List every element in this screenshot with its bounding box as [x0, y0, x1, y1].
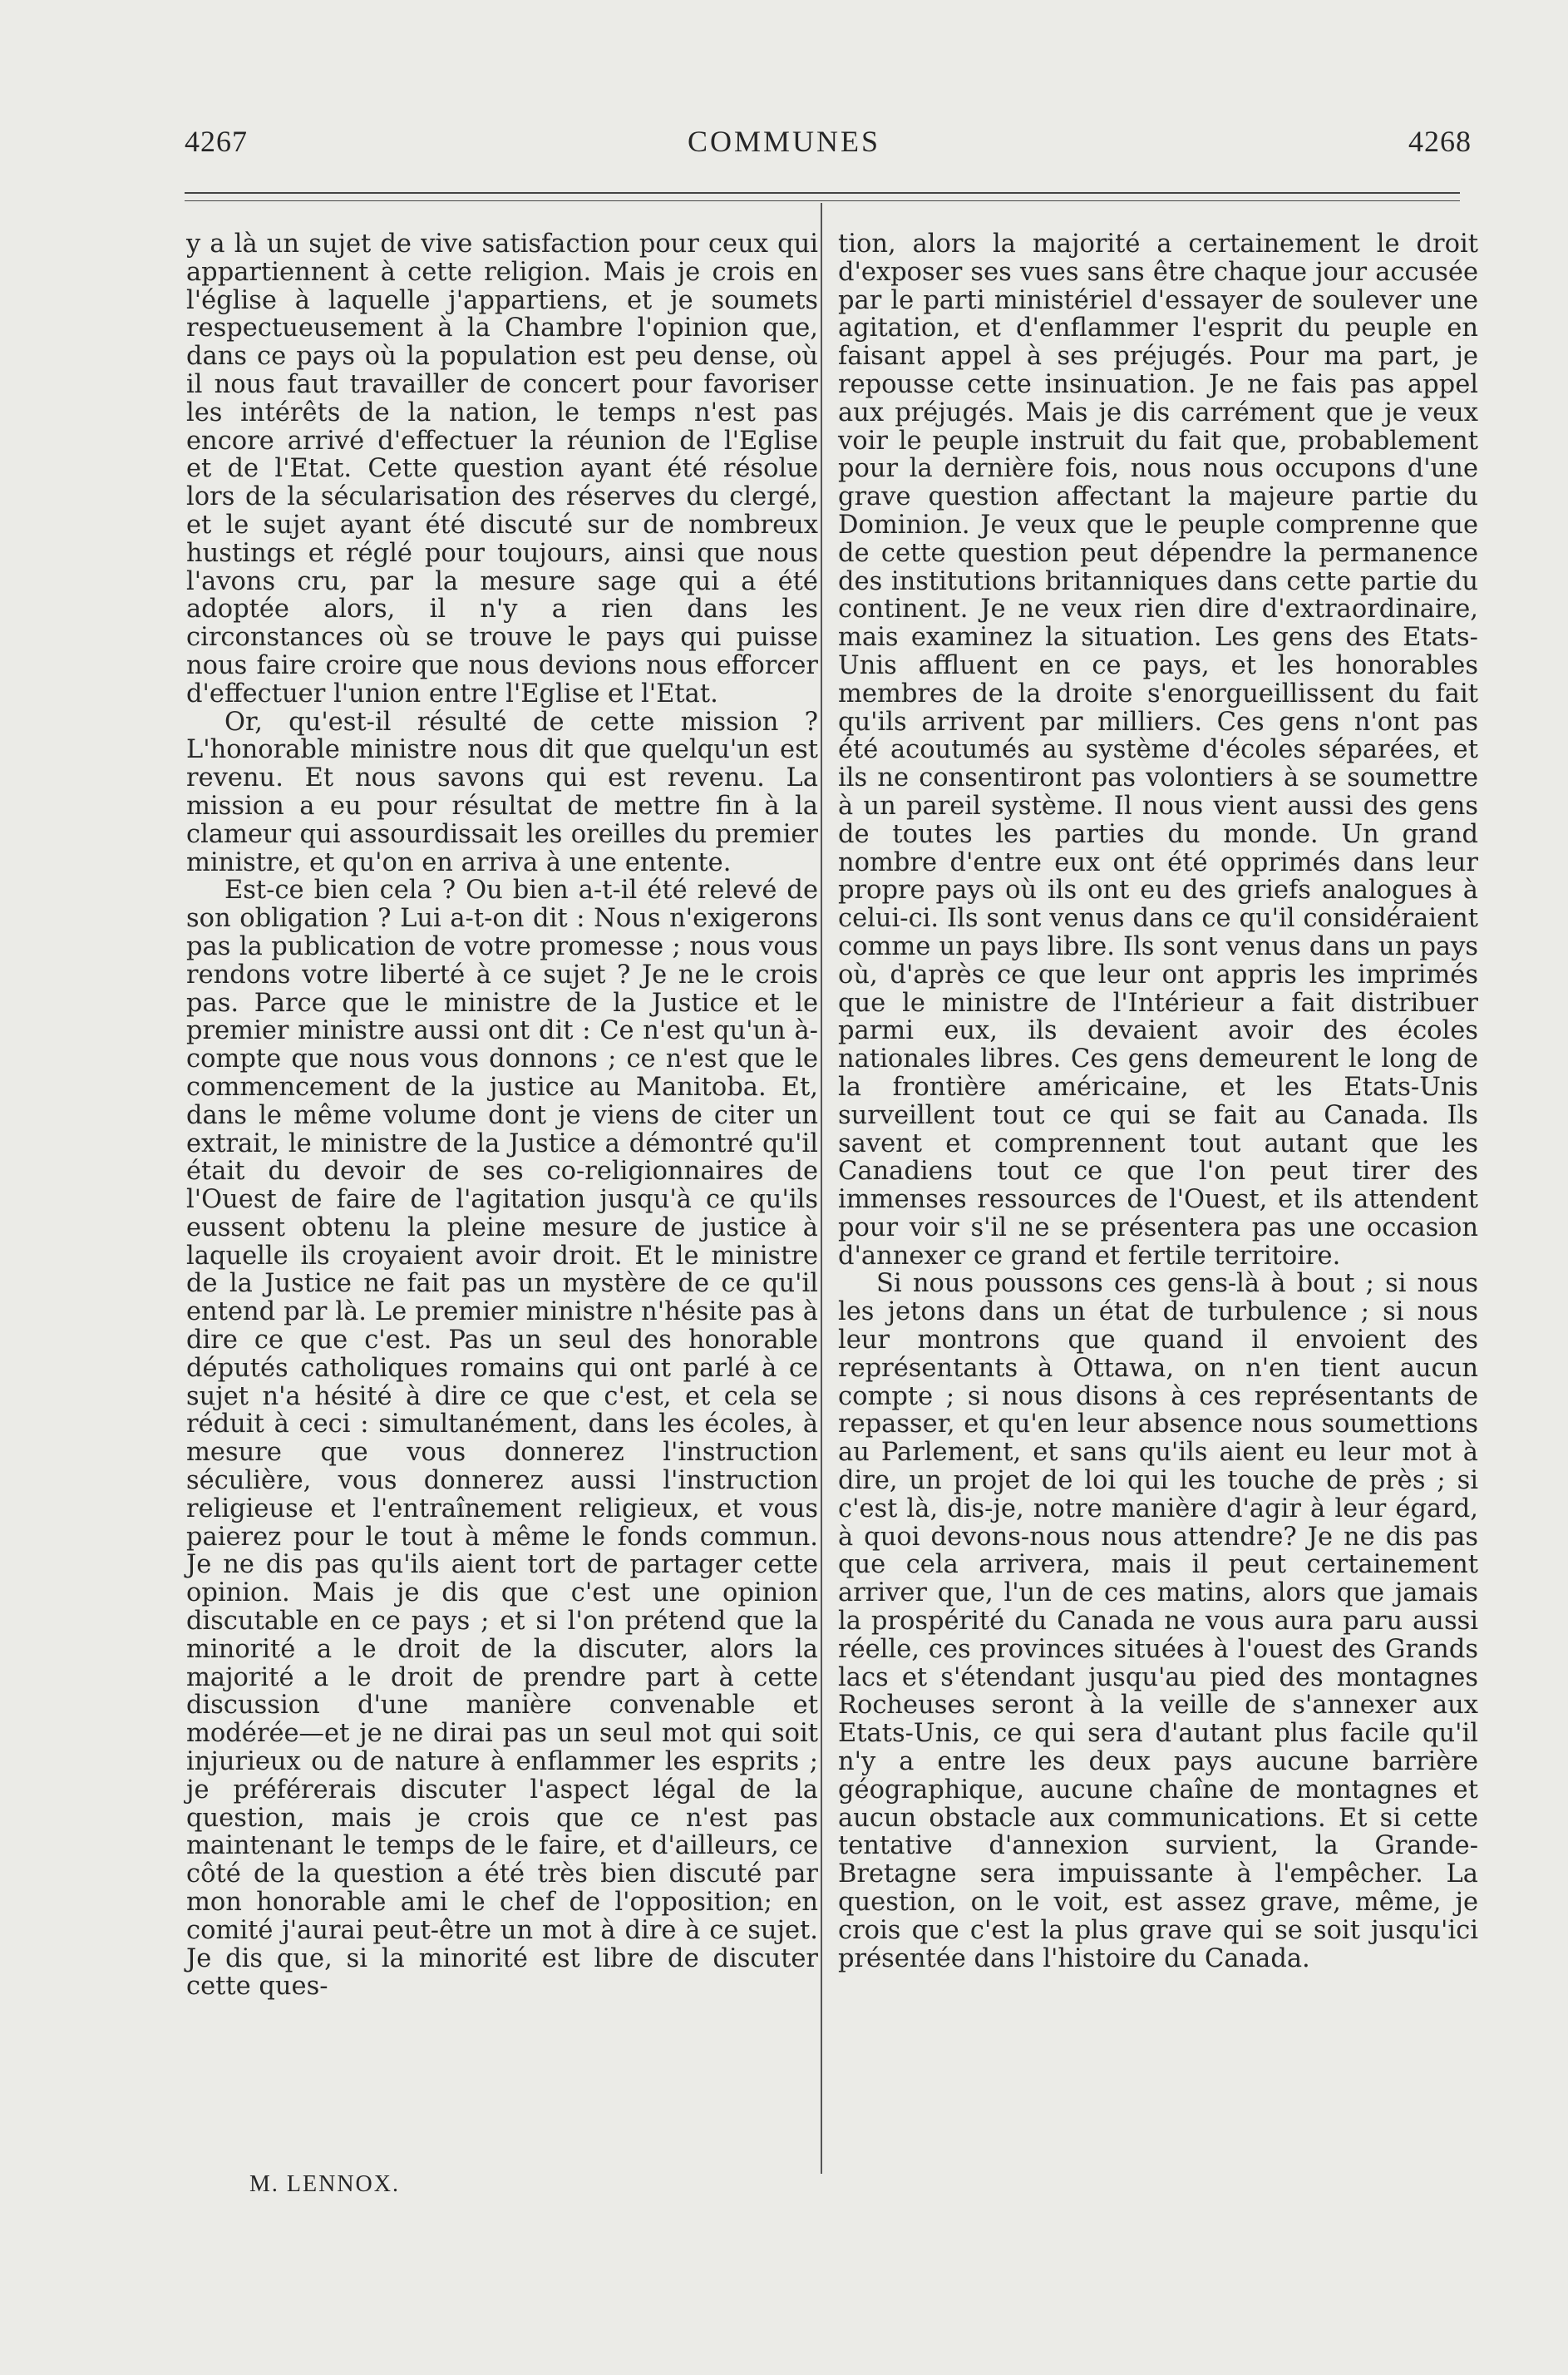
paragraph: Est-ce bien cela ? Ou bien a-t-il été relevé de son obligation ? Lui a-t-on dit : Nous n'exigerons pas la publication de votre promesse ; nous vous rendons votre liberté à ce sujet ? Je ne le crois pas. Parce que le ministre de la Justice et le premier ministre aussi ont dit : Ce n'est qu'un à-compte que nous vous donnons ; ce n'est que le commencement de la justice au Manitoba. Et, dans le même volume dont je viens de citer un extrait, le ministre de la Justice a démontré qu'il était du devoir de ses co-religionnaires de l'Ouest de faire de l'agitation jusqu'à ce qu'ils eussent obtenu la pleine mesure de justice à laquelle ils croyaient avoir droit. Et le ministre de la Justice ne fait pas un mystère de ce qu'il entend par là. Le premier ministre n'hésite pas à dire ce que c'est. Pas un seul des honorable députés catholiques romains qui ont parlé à ce sujet n'a hésité à dire ce que c'est, et cela se réduit à ceci : simultanément, dans les écoles, à mesure que vous donnerez l'instruction séculière, vous donnerez aussi l'instruction religieuse et l'entraînement religieux, et vous paierez pour le tout à même le fonds commun. Je ne dis pas qu'ils aient tort de partager cette opinion. Mais je dis que c'est une opinion discutable en ce pays ; et si l'on prétend que la minorité a le droit de la discuter, alors la majorité a le droit de prendre part à cette discussion d'une manière convenable et modérée—et je ne dirai pas un seul mot qui soit injurieux ou de nature à enflammer les esprits ; je préférerais discuter l'aspect légal de la question, mais je crois que ce n'est pas maintenant le temps de le faire, et d'ailleurs, ce côté de la question a été très bien discuté par mon honorable ami le chef de l'opposition; en comité j'aurai peut-être un mot à dire à ce sujet. Je dis que, si la minorité est libre de discuter cette ques-: [186, 876, 818, 2002]
page-number-left: 4267: [185, 125, 248, 158]
left-column: [186, 230, 818, 2001]
page-title: COMMUNES: [687, 125, 881, 158]
header-rule: [185, 192, 1460, 194]
page-number-right: 4268: [1408, 125, 1472, 158]
column-divider: [821, 203, 822, 2174]
paragraph: y a là un sujet de vive satisfaction pour ceux qui appartiennent à cette religion. Mais je crois en l'église à laquelle j'appartiens, et je soumets respectueusement à la Chambre l'opinion que, dans ce pays où la population est peu dense, où il nous faut travailler de concert pour favoriser les intérêts de la nation, le temps n'est pas encore arrivé d'effectuer la réunion de l'Eglise et de l'Etat. Cette question ayant été résolue lors de la sécularisation des réserves du clergé, et le sujet ayant été discuté sur de nombreux hustings et réglé pour toujours, ainsi que nous l'avons cru, par la mesure sage qui a été adoptée alors, il n'y a rien dans les circonstances où se trouve le pays qui puisse nous faire croire que nous devions nous efforcer d'effectuer l'union entre l'Eglise et l'Etat.: [186, 230, 818, 709]
paragraph: Si nous poussons ces gens-là à bout ; si nous les jetons dans un état de turbulence ; si nous leur montrons que quand il envoient des représentants à Ottawa, on n'en tient aucun compte ; si nous disons à ces représentants de repasser, et qu'en leur absence nous soumettions au Parlement, et sans qu'ils aient eu leur mot à dire, un projet de loi qui les touche de près ; si c'est là, dis-je, notre manière d'agir à leur égard, à quoi devons-nous nous attendre? Je ne dis pas que cela arrivera, mais il peut certainement arriver que, l'un de ces matins, alors que jamais la prospérité du Canada ne vous aura paru aussi réelle, ces provinces situées à l'ouest des Grands lacs et s'étendant jusqu'au pied des montagnes Rocheuses seront à la veille de s'annexer aux Etats-Unis, ce qui sera d'autant plus facile qu'il n'y a entre les deux pays aucune barrière géographique, aucune chaîne de montagnes et aucun obstacle aux communications. Et si cette tentative d'annexion survient, la Grande-Bretagne sera impuissante à l'empêcher. La question, on le voit, est assez grave, même, je crois que c'est la plus grave qui se soit jusqu'ici présentée dans l'histoire du Canada.: [838, 1269, 1478, 1973]
right-column: [838, 230, 1478, 1973]
paragraph: Or, qu'est-il résulté de cette mission ? L'honorable ministre nous dit que quelqu'un est revenu. Et nous savons qui est revenu. La mission a eu pour résultat de mettre fin à la clameur qui assourdissait les oreilles du premier ministre, et qu'on en arriva à une entente.: [186, 707, 818, 877]
speaker-footer: M. LENNOX.: [249, 2171, 400, 2197]
header-rule-thin: [185, 200, 1460, 201]
paragraph: tion, alors la majorité a certainement le droit d'exposer ses vues sans être chaque jour accusée par le parti ministériel d'essayer de soulever une agitation, et d'enflammer l'esprit du peuple en faisant appel à ses préjugés. Pour ma part, je repousse cette insinuation. Je ne fais pas appel aux préjugés. Mais je dis carrément que je veux voir le peuple instruit du fait que, probablement pour la dernière fois, nous nous occupons d'une grave question affectant la majeure partie du Dominion. Je veux que le peuple comprenne que de cette question peut dépendre la permanence des institutions britanniques dans cette partie du continent. Je ne veux rien dire d'extraordinaire, mais examinez la situation. Les gens des Etats-Unis affluent en ce pays, et les honorables membres de la droite s'enorgueillissent du fait qu'ils arrivent par milliers. Ces gens n'ont pas été acoutumés au système d'écoles séparées, et ils ne consentiront pas volontiers à se soumettre à un pareil système. Il nous vient aussi des gens de toutes les parties du monde. Un grand nombre d'entre eux ont été opprimés dans leur propre pays où ils ont eu des griefs analogues à celui-ci. Ils sont venus dans ce qu'il considéraient comme un pays libre. Ils sont venus dans un pays où, d'après ce que leur ont appris les imprimés que le ministre de l'Intérieur a fait distribuer parmi eux, ils devaient avoir des écoles nationales libres. Ces gens demeurent le long de la frontière américaine, et les Etats-Unis surveillent tout ce qui se fait au Canada. Ils savent et comprennent tout autant que les Canadiens tout ce que l'on peut tirer des immenses ressources de l'Ouest, et ils attendent pour voir s'il ne se présentera pas une occasion d'annexer ce grand et fertile territoire.: [838, 230, 1478, 1271]
